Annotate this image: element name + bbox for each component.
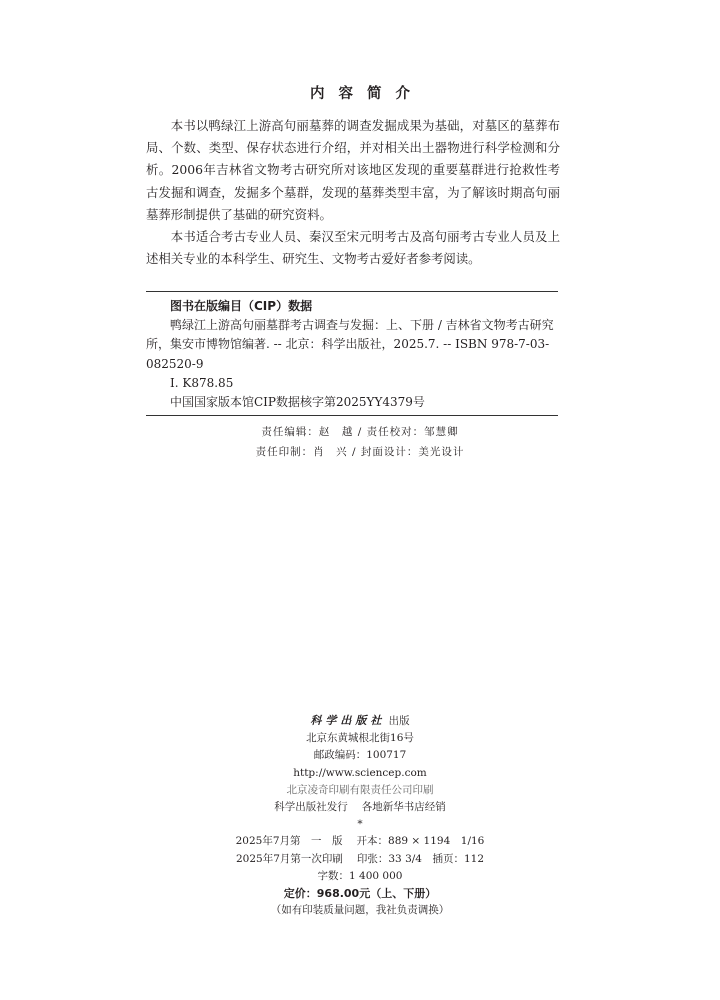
publisher-block <box>0 712 720 919</box>
cip-top-divider <box>146 291 558 292</box>
edition-line <box>0 833 720 850</box>
credits-block <box>0 422 720 462</box>
cip-classification: Ⅰ. K878.85 <box>170 375 234 390</box>
printing-line <box>0 851 720 868</box>
cip-record-number: 中国国家版本馆CIP数据核字第2025YY4379号 <box>170 395 425 410</box>
cip-bottom-divider <box>146 415 558 416</box>
intro-title: 内容简介 <box>310 86 424 102</box>
publisher-logo: 科学出版社 <box>310 714 386 727</box>
distribution <box>0 799 720 816</box>
edition: 2025年7月第 一 版 <box>235 835 343 848</box>
separator-asterisk: * <box>357 818 363 831</box>
publisher-address: 北京东黄城根北街16号 <box>306 732 414 745</box>
sheets: 印张：33 3/4 插页：112 <box>356 852 485 865</box>
distribution-retail: 各地新华书店经销 <box>361 801 446 814</box>
printer: 北京凌奇印刷有限责任公司印刷 <box>286 783 434 796</box>
price: 定价：968.00元（上、下册） <box>283 887 437 901</box>
quality-notice: （如有印装质量问题，我社负责调换） <box>270 904 450 917</box>
format: 开本：889 × 1194 1/16 <box>356 835 485 848</box>
publisher-postcode: 邮政编码：100717 <box>313 749 407 762</box>
printing: 2025年7月第一次印刷 <box>235 852 343 865</box>
cip-block <box>146 297 560 412</box>
credits-editors: 责任编辑：赵 越 / 责任校对：邹慧卿 <box>261 426 459 438</box>
publisher-logo-line <box>0 712 720 730</box>
intro-body <box>146 115 560 270</box>
word-count: 字数：1 400 000 <box>317 869 403 882</box>
cip-heading: 图书在版编目（CIP）数据 <box>170 299 313 313</box>
publisher-logo-suffix: 出版 <box>388 715 410 727</box>
distribution-publisher: 科学出版社发行 <box>274 801 348 814</box>
intro-paragraph-2: 本书适合考古专业人员、秦汉至宋元明考古及高句丽考古专业人员及上述相关专业的本科学生、研究生、文物考古爱好者参考阅读。 <box>146 229 560 267</box>
cip-entry: 鸭绿江上游高句丽墓群考古调查与发掘：上、下册 / 吉林省文物考古研究所，集安市博物馆编著. -- 北京：科学出版社，2025.7. -- ISBN 978-7-03-082520-9 <box>146 318 554 371</box>
publisher-website: http://www.sciencep.com <box>293 766 427 779</box>
intro-paragraph-1: 本书以鸭绿江上游高句丽墓葬的调查发掘成果为基础，对墓区的墓葬布局、个数、类型、保存状态进行介绍，并对相关出土器物进行科学检测和分析。2006年吉林省文物考古研究所对该地区发现的重要墓群进行抢救性考古发掘和调查，发掘多个墓群，发现的墓葬类型丰富，为了解该时期高句丽墓葬形制提供了基础的研究资料。 <box>146 118 560 222</box>
credits-production: 责任印制：肖 兴 / 封面设计：美光设计 <box>255 446 465 458</box>
